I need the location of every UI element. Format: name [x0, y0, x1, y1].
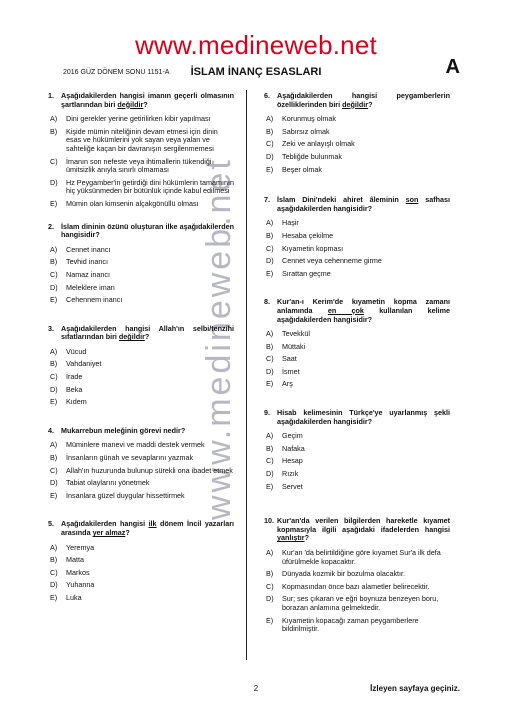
question: [48, 223, 234, 305]
option-text: Saat: [282, 354, 297, 364]
options-list: [48, 348, 234, 407]
answer-option[interactable]: [264, 483, 450, 492]
option-letter: D): [50, 478, 58, 488]
option-text: Arş: [282, 379, 293, 389]
answer-option[interactable]: [264, 445, 450, 454]
option-letter: E): [266, 164, 274, 174]
option-text: Yeremya: [66, 542, 95, 552]
answer-option[interactable]: [264, 232, 450, 241]
option-letter: C): [50, 372, 58, 382]
option-letter: A): [50, 440, 58, 450]
page-number: 2: [253, 684, 259, 693]
option-letter: D): [50, 384, 58, 394]
option-letter: E): [266, 379, 274, 389]
question-number: 4.: [48, 425, 54, 435]
question-text-part: Aşağıdakilerden hangisi peygamberlerin özelliklerinden biri: [277, 91, 450, 109]
left-question-column: [48, 92, 234, 603]
answer-option[interactable]: [48, 556, 234, 565]
question-text-part: İslam dininin özünü oluşturan ilke aşağıdakilerden hangisidir?: [61, 221, 234, 240]
column-divider: [246, 90, 247, 660]
question-number: 6.: [264, 91, 270, 100]
emphasized-word: değildir: [342, 99, 369, 109]
answer-option[interactable]: [264, 617, 450, 634]
option-text: Müttaki: [282, 341, 306, 351]
question-text: [277, 196, 450, 213]
option-text: Vahdaniyet: [66, 359, 102, 369]
option-text: Vücud: [66, 346, 87, 356]
option-text: Korunmuş olmak: [282, 114, 336, 124]
option-text: Hesap: [282, 456, 303, 466]
answer-option[interactable]: [48, 581, 234, 590]
answer-option[interactable]: [48, 492, 234, 501]
question-text: [61, 223, 234, 240]
question-text-part: Hisab kelimesinin Türkçe'ye uyarlanmış şekli aşağıdakilerden hangisidir?: [277, 408, 450, 426]
answer-option[interactable]: [264, 368, 450, 377]
option-text: Namaz inancı: [66, 269, 110, 279]
answer-option[interactable]: [264, 549, 450, 566]
answer-option[interactable]: [264, 166, 450, 175]
option-text: Beka: [66, 384, 83, 394]
question-number: 1.: [48, 91, 54, 100]
question-text: [277, 92, 450, 109]
answer-option[interactable]: [48, 441, 234, 450]
answer-option[interactable]: [264, 595, 450, 612]
question-text-part: Kur'an'da verilen bilgilerden hareketle kıyamet kopmasıyla ilgili aşağıdaki ifadelerden hangisi: [277, 516, 450, 534]
option-letter: D): [50, 580, 58, 590]
answer-option[interactable]: [264, 380, 450, 389]
option-letter: B): [50, 453, 58, 463]
answer-option[interactable]: [48, 398, 234, 407]
answer-option[interactable]: [264, 219, 450, 228]
option-text: İmanın son nefeste veya ihtimallerin tükendiği ümitsizlik anıyla sınırlı olmaması: [66, 156, 212, 175]
option-text: Luka: [66, 592, 82, 602]
answer-option[interactable]: [264, 432, 450, 441]
option-letter: C): [266, 139, 274, 149]
question-text: [61, 427, 234, 436]
option-text: Nafaka: [282, 443, 305, 453]
question-stem: [264, 196, 450, 213]
option-text: Kıdem: [66, 397, 87, 407]
question-text-part: ?: [125, 528, 130, 537]
question: [48, 520, 234, 602]
question: [264, 409, 450, 491]
option-letter: E): [266, 481, 274, 491]
option-letter: C): [266, 354, 274, 364]
answer-option[interactable]: [48, 544, 234, 553]
answer-option[interactable]: [264, 583, 450, 592]
option-letter: A): [266, 218, 274, 228]
question-number: 10.: [264, 516, 274, 526]
option-text: Yuhanna: [66, 580, 95, 590]
question-text-part: ?: [368, 99, 373, 109]
question-number: 7.: [264, 195, 270, 205]
option-letter: A): [266, 329, 274, 339]
option-text: Tevekkül: [282, 329, 310, 339]
answer-option[interactable]: [264, 343, 450, 352]
option-text: Tebliğde bulunmak: [282, 151, 342, 161]
answer-option[interactable]: [48, 569, 234, 578]
option-text: Hesaba çekilme: [282, 230, 334, 240]
option-letter: E): [50, 490, 58, 500]
answer-option[interactable]: [48, 158, 234, 175]
continue-note: İzleyen sayfaya geçiniz.: [370, 684, 460, 693]
question-text: [277, 298, 450, 324]
option-letter: D): [266, 594, 274, 604]
option-text: Matta: [66, 555, 84, 565]
option-letter: B): [266, 569, 274, 579]
options-list: [48, 115, 234, 208]
option-text: Dünyada kozmik bir bozulma olacaktır.: [282, 569, 406, 579]
option-text: Cehennem inancı: [66, 295, 123, 305]
answer-option[interactable]: [264, 140, 450, 149]
emphasized-word: son: [405, 195, 419, 205]
options-list: [48, 441, 234, 500]
option-text: Geçim: [282, 431, 303, 441]
option-letter: A): [266, 548, 274, 557]
question-text: [277, 409, 450, 426]
question-text: [277, 517, 450, 543]
option-text: Müminlere manevi ve maddi destek vermek: [66, 440, 205, 450]
option-text: İnsanların günah ve sevaplarını yazmak: [66, 453, 194, 463]
options-list: [48, 246, 234, 305]
answer-option[interactable]: [48, 467, 234, 476]
answer-option[interactable]: [48, 296, 234, 305]
question-text: [61, 92, 234, 109]
option-text: Sur; ses çıkaran ve eğri boynuza benzeyen boru, borazan anlamına gelmektedir.: [282, 594, 439, 612]
option-text: Cennet veya cehenneme girme: [282, 256, 382, 266]
question: [264, 196, 450, 278]
question-number: 3.: [48, 323, 54, 333]
answer-option[interactable]: [48, 128, 234, 154]
question-stem: [264, 298, 450, 324]
question-number: 2.: [48, 221, 54, 231]
option-text: İsmet: [282, 366, 300, 376]
option-text: Sırattan geçme: [282, 268, 331, 278]
answer-option[interactable]: [48, 179, 234, 196]
answer-option[interactable]: [264, 355, 450, 364]
option-letter: C): [50, 269, 58, 279]
answer-option[interactable]: [264, 270, 450, 279]
option-letter: B): [50, 359, 58, 369]
option-letter: E): [266, 615, 274, 625]
option-text: Mümin olan kimsenin alçakgönüllü olması: [66, 198, 199, 208]
exam-subject-title: İSLAM İNANÇ ESASLARI: [190, 66, 322, 78]
question-stem: [264, 409, 450, 426]
question: [264, 517, 450, 634]
option-text: Kur'an 'da belirtildiğine göre kıyamet Sur'a ilk defa üfürülmekle kopacaktır.: [282, 548, 441, 566]
option-letter: E): [50, 198, 58, 208]
option-text: Sabırsız olmak: [282, 126, 330, 136]
answer-option[interactable]: [264, 330, 450, 339]
question-text: [61, 520, 234, 537]
option-letter: A): [50, 346, 58, 356]
answer-option[interactable]: [48, 271, 234, 280]
option-letter: B): [50, 126, 58, 136]
options-list: [264, 432, 450, 491]
question-text-part: ?: [143, 99, 148, 109]
option-letter: D): [266, 256, 274, 266]
option-text: İnsanlara güzel duygular hissettirmek: [66, 490, 185, 500]
question-text-part: İslam Dini'ndeki ahiret âleminin: [277, 195, 406, 205]
options-list: [264, 330, 450, 389]
option-letter: B): [266, 126, 274, 136]
watermark: www.medineweb.net: [200, 157, 238, 520]
option-text: Kişide mümin niteliğinin devam etmesi için dinin esas ve hükümlerini yok sayan veya yalan ve sahteliğe kaçan bir davranışın sergilenmemesi: [66, 126, 218, 153]
question-text-part: Aşağıdakilerden hangisi imanın geçerli olmasının şartlarından biri: [61, 91, 234, 109]
option-letter: E): [50, 397, 58, 407]
option-text: Zeki ve anlayışlı olmak: [282, 139, 355, 149]
emphasized-word: değildir: [118, 332, 145, 342]
answer-option[interactable]: [48, 115, 234, 124]
option-letter: C): [266, 456, 274, 466]
option-text: Meleklere iman: [66, 282, 115, 292]
option-letter: E): [50, 295, 58, 305]
answer-option[interactable]: [264, 257, 450, 266]
option-letter: B): [50, 555, 58, 565]
emphasized-word: yanlıştır: [277, 533, 305, 543]
option-text: Rızık: [282, 469, 299, 479]
question-text: [61, 325, 234, 342]
option-letter: D): [266, 366, 274, 376]
answer-option[interactable]: [48, 479, 234, 488]
option-text: Kıyametin kopacağı zaman peygamberlere bildirilmiştir.: [282, 615, 419, 634]
question-stem: [48, 520, 234, 537]
options-list: [264, 219, 450, 278]
option-text: Tabiat olaylarını yönetmek: [66, 478, 150, 488]
question: [48, 92, 234, 209]
booklet-letter: A: [445, 56, 460, 78]
emphasized-word: ilk: [148, 519, 157, 529]
answer-option[interactable]: [264, 128, 450, 137]
question-stem: [48, 223, 234, 240]
question: [264, 298, 450, 389]
option-letter: E): [50, 592, 58, 602]
options-list: [48, 544, 234, 603]
answer-option[interactable]: [48, 200, 234, 209]
question-text-part: Aşağıdakilerden hangisi: [61, 519, 149, 529]
answer-option[interactable]: [264, 470, 450, 479]
option-letter: D): [50, 282, 58, 292]
question-stem: [48, 325, 234, 342]
question-stem: [48, 92, 234, 109]
answer-option[interactable]: [264, 570, 450, 579]
option-text: Kıyametin kopması: [282, 243, 344, 253]
option-letter: C): [50, 156, 58, 166]
question-text-part: ?: [144, 332, 150, 342]
question-text-part: ?: [304, 533, 309, 543]
option-letter: A): [50, 244, 58, 254]
option-letter: B): [266, 341, 274, 351]
answer-option[interactable]: [48, 348, 234, 357]
option-text: Beşer olmak: [282, 164, 322, 174]
exam-code: 2016 GÜZ DÖNEM SONU 1151-A: [63, 69, 170, 76]
question-stem: [48, 427, 234, 436]
question-text-part: Aşağıdakilerden hangisi Allah'ın selbi/tenzihi sıfatlarından biri: [61, 323, 234, 342]
site-url-banner: www.medineweb.net: [135, 30, 377, 60]
answer-option[interactable]: [48, 246, 234, 255]
option-text: İrade: [66, 372, 83, 382]
question-number: 5.: [48, 519, 54, 529]
option-letter: B): [266, 230, 274, 240]
option-letter: C): [266, 581, 274, 591]
option-text: Haşir: [282, 218, 299, 228]
answer-option[interactable]: [264, 115, 450, 124]
question-text-part: dönem İncil yazarları arasında: [61, 519, 234, 537]
option-text: Allah'ın huzurunda bulunup sürekli ona ibadet etmek: [66, 465, 233, 475]
emphasized-word: yer almaz: [92, 528, 126, 537]
answer-option[interactable]: [48, 360, 234, 369]
answer-option[interactable]: [48, 284, 234, 293]
option-text: Markos: [66, 567, 90, 577]
option-letter: A): [50, 114, 58, 124]
question: [48, 427, 234, 501]
option-text: Hz Peygamber'in getirdiği dini hükümlerin tamamının hiç yüksünmeden bir bütünlük içinde kabul edilmesi: [66, 177, 234, 196]
question-text-part: safhası aşağıdakilerden hangisidir?: [277, 195, 450, 213]
option-text: Servet: [282, 481, 303, 491]
option-letter: D): [266, 469, 274, 479]
answer-option[interactable]: [264, 457, 450, 466]
option-letter: D): [50, 177, 58, 187]
question-number: 9.: [264, 408, 270, 418]
option-letter: B): [266, 443, 274, 453]
answer-option[interactable]: [48, 454, 234, 463]
option-text: Tevhid inancı: [66, 257, 108, 267]
option-letter: B): [50, 257, 58, 267]
right-question-column: [264, 92, 450, 634]
question: [48, 325, 234, 407]
answer-option[interactable]: [48, 594, 234, 603]
answer-option[interactable]: [48, 258, 234, 267]
option-letter: D): [266, 151, 274, 161]
option-text: Dini gerekler yerine getirilirken kibir yapılması: [66, 114, 211, 124]
option-text: Cennet inancı: [66, 244, 111, 254]
option-letter: A): [266, 114, 274, 124]
emphasized-word: değildir: [117, 99, 144, 109]
answer-option[interactable]: [48, 373, 234, 382]
options-list: [264, 115, 450, 174]
question: [264, 92, 450, 174]
answer-option[interactable]: [264, 245, 450, 254]
answer-option[interactable]: [48, 386, 234, 395]
options-list: [264, 549, 450, 634]
option-letter: A): [50, 542, 58, 552]
option-letter: C): [50, 465, 58, 475]
option-letter: A): [266, 431, 274, 441]
question-stem: [264, 92, 450, 109]
question-stem: [264, 517, 450, 543]
emphasized-word: en çok: [327, 305, 364, 315]
question-text-part: kullanılan kelime aşağıdakilerden hangisidir?: [277, 305, 450, 324]
question-text-part: Kur'an-ı Kerim'de kıyametin kopma zamanı anlamında: [277, 297, 450, 315]
option-letter: C): [266, 243, 274, 253]
option-letter: E): [266, 268, 274, 278]
option-letter: C): [50, 567, 58, 577]
question-text-part: Mukarrebun meleğinin görevi nedir?: [61, 425, 186, 435]
answer-option[interactable]: [264, 153, 450, 162]
option-text: Kopmasından önce bazı alametler belirecektir.: [282, 581, 430, 591]
question-number: 8.: [264, 297, 270, 307]
